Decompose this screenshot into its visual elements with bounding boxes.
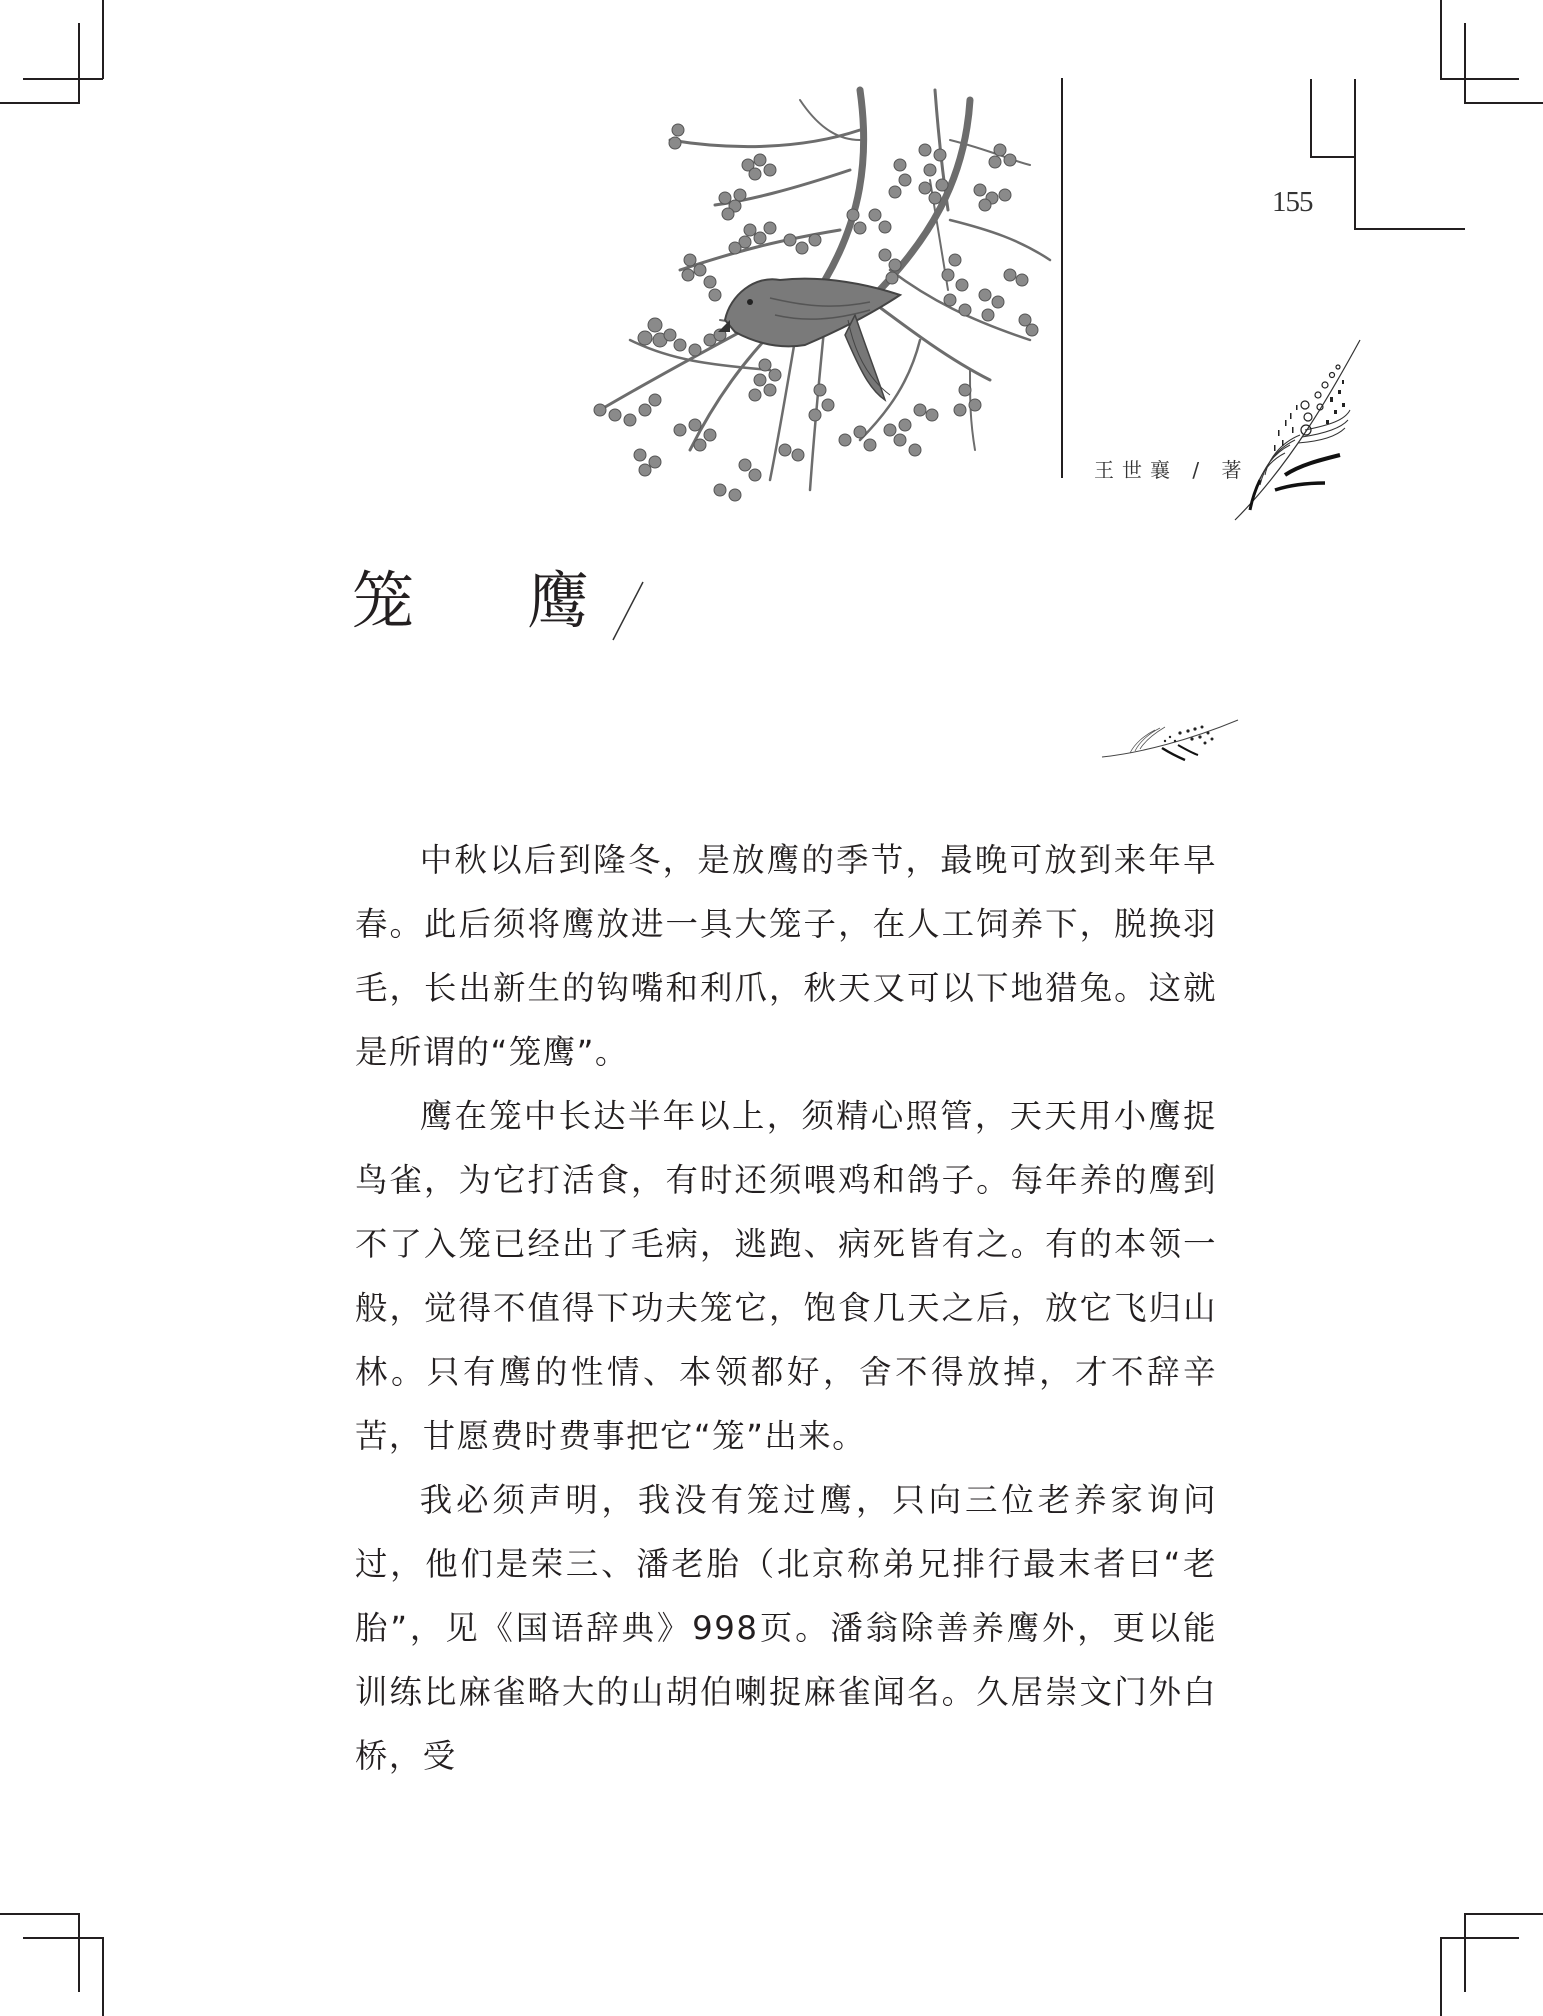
- paragraph-2: 鹰在笼中长达半年以上，须精心照管，天天用小鹰捉鸟雀，为它打活食，有时还须喂鸡和鸽子。每年养的鹰到不了入笼已经出了毛病，逃跑、病死皆有之。有的本领一般，觉得不值得下功夫笼它，饱食几天之后，放它飞归山林。只有鹰的性情、本领都好，舍不得放掉，才不辞辛苦，甘愿费时费事把它“笼”出来。: [355, 1097, 1217, 1455]
- divider-vertical: [1061, 78, 1063, 478]
- title-char-1: 笼: [352, 564, 415, 637]
- body-text: [355, 828, 1217, 1788]
- feather-icon-large: [1230, 335, 1365, 525]
- chapter-title: [352, 564, 590, 637]
- title-char-2: 鹰: [527, 564, 590, 637]
- title-slash-icon: [610, 580, 645, 642]
- paragraph-1: 中秋以后到隆冬，是放鹰的季节，最晚可放到来年早春。此后须将鹰放进一具大笼子，在人工饲养下，脱换羽毛，长出新生的钩嘴和利爪，秋天又可以下地猎兔。这就是所谓的“笼鹰”。: [355, 841, 1217, 1071]
- paragraph-3: 我必须声明，我没有笼过鹰，只向三位老养家询问过，他们是荣三、潘老胎（北京称弟兄排行最末者曰“老胎”，见《国语辞典》998页。潘翁除善养鹰外，更以能训练比麻雀略大的山胡伯喇捉麻雀闻名。久居崇文门外白桥，受: [355, 1481, 1217, 1775]
- feather-icon-small: [1100, 715, 1240, 765]
- author-byline: 王世襄 / 著: [1094, 458, 1250, 482]
- bird-illustration: [570, 70, 1060, 510]
- bird-icon: [718, 279, 900, 400]
- page-number: 155: [1272, 186, 1313, 218]
